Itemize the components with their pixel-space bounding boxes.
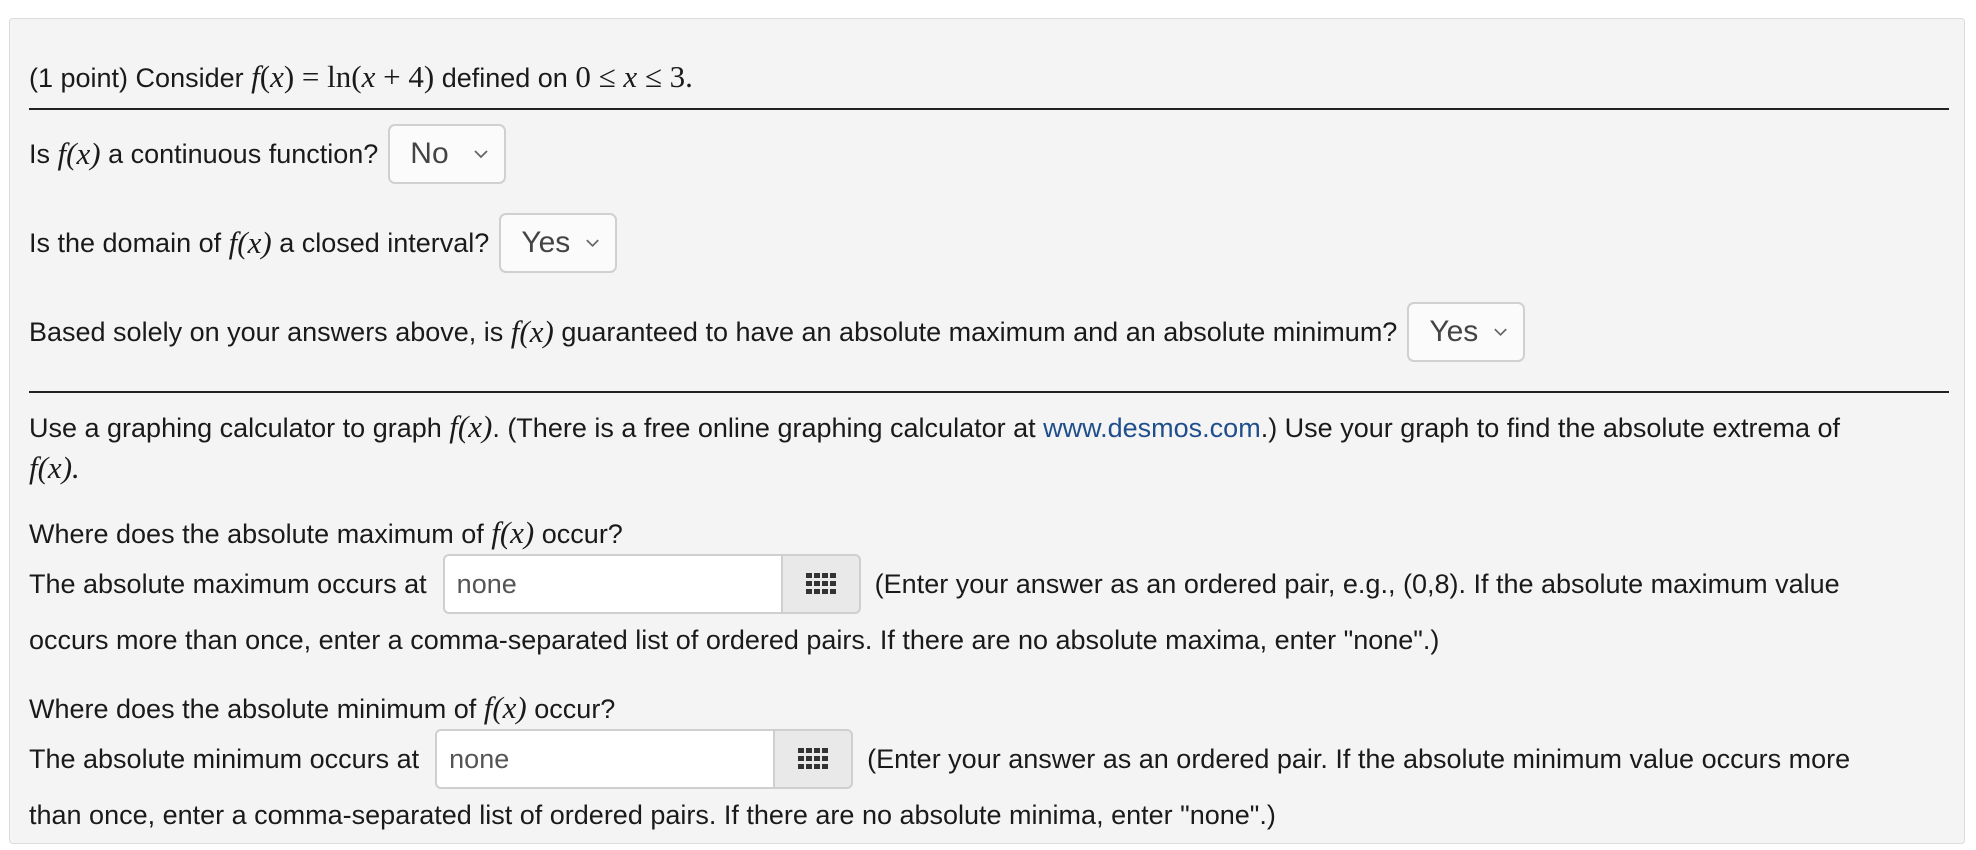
min-question-fx: f(x) [483, 690, 527, 725]
keypad-grid-icon [798, 748, 828, 770]
max-keypad-button[interactable] [781, 554, 861, 614]
max-question [29, 513, 1949, 554]
graph-para-pre: Use a graphing calculator to graph [29, 413, 442, 443]
min-question-post: occur? [534, 694, 616, 724]
q1-post-text: a continuous function? [108, 138, 379, 169]
problem-content [29, 39, 1949, 841]
q3-pre-text: Based solely on your answers above, is [29, 316, 504, 347]
max-question-fx: f(x) [491, 515, 535, 550]
question-continuous [29, 124, 1949, 184]
keypad-grid-icon [806, 573, 836, 595]
header-mid: defined on [441, 63, 568, 93]
q2-fx: f(x) [228, 225, 272, 260]
continuous-select[interactable] [388, 124, 506, 184]
max-answer-input[interactable] [443, 554, 781, 614]
min-answer-input[interactable] [435, 729, 773, 789]
max-hint-line2: occurs more than once, enter a comma-separated list of ordered pairs. If there are no absolute maxima, enter "none".) [29, 625, 1440, 655]
q1-fx: f(x) [57, 136, 101, 171]
min-answer-row [29, 729, 1949, 789]
max-answer-label: The absolute maximum occurs at [29, 568, 427, 599]
min-question [29, 688, 1949, 729]
graph-para-mid: . (There is a free online graphing calculator at [492, 413, 1036, 443]
min-answer-group [435, 729, 853, 789]
desmos-link[interactable]: www.desmos.com [1043, 413, 1261, 443]
max-question-post: occur? [541, 519, 623, 549]
max-question-pre: Where does the absolute maximum of [29, 519, 484, 549]
min-question-pre: Where does the absolute minimum of [29, 694, 477, 724]
divider-top [29, 108, 1949, 110]
max-answer-group [443, 554, 861, 614]
header-prefix: (1 point) Consider [29, 63, 244, 93]
closed-interval-select[interactable] [499, 213, 617, 273]
closed-interval-select-value: Yes [521, 226, 571, 259]
problem-header [29, 57, 1949, 98]
q2-pre-text: Is the domain of [29, 227, 222, 258]
min-hint-line2: than once, enter a comma-separated list of ordered pairs. If there are no absolute minima, enter "none".) [29, 800, 1276, 830]
problem-panel [9, 18, 1965, 844]
continuous-select-value: No [410, 137, 449, 170]
q3-fx: f(x) [510, 314, 554, 349]
q2-post-text: a closed interval? [279, 227, 490, 258]
extrema-guaranteed-select-value: Yes [1429, 315, 1479, 348]
header-formula: f(x) = ln(x + 4) [251, 59, 435, 94]
extrema-guaranteed-select[interactable] [1407, 302, 1525, 362]
max-hint-line1: (Enter your answer as an ordered pair, e.g., (0,8). If the absolute maximum value [874, 568, 1840, 599]
question-closed-interval [29, 213, 1949, 273]
chevron-down-icon [472, 145, 490, 163]
graph-para-fx-end: f(x). [29, 450, 80, 485]
graph-para-post: .) Use your graph to find the absolute extrema of [1260, 413, 1841, 443]
graph-para-fx: f(x) [449, 409, 493, 444]
q1-pre-text: Is [29, 138, 51, 169]
min-keypad-button[interactable] [773, 729, 853, 789]
min-hint-line1: (Enter your answer as an ordered pair. If the absolute minimum value occurs more [867, 743, 1851, 774]
min-answer-label: The absolute minimum occurs at [29, 743, 420, 774]
divider-middle [29, 391, 1949, 393]
q3-post-text: guaranteed to have an absolute maximum and an absolute minimum? [561, 316, 1398, 347]
chevron-down-icon [584, 234, 601, 252]
header-domain: 0 ≤ x ≤ 3. [575, 59, 693, 94]
question-extrema-guaranteed [29, 302, 1949, 362]
chevron-down-icon [1492, 323, 1509, 341]
max-answer-row [29, 554, 1949, 614]
graphing-instructions [29, 407, 1949, 489]
